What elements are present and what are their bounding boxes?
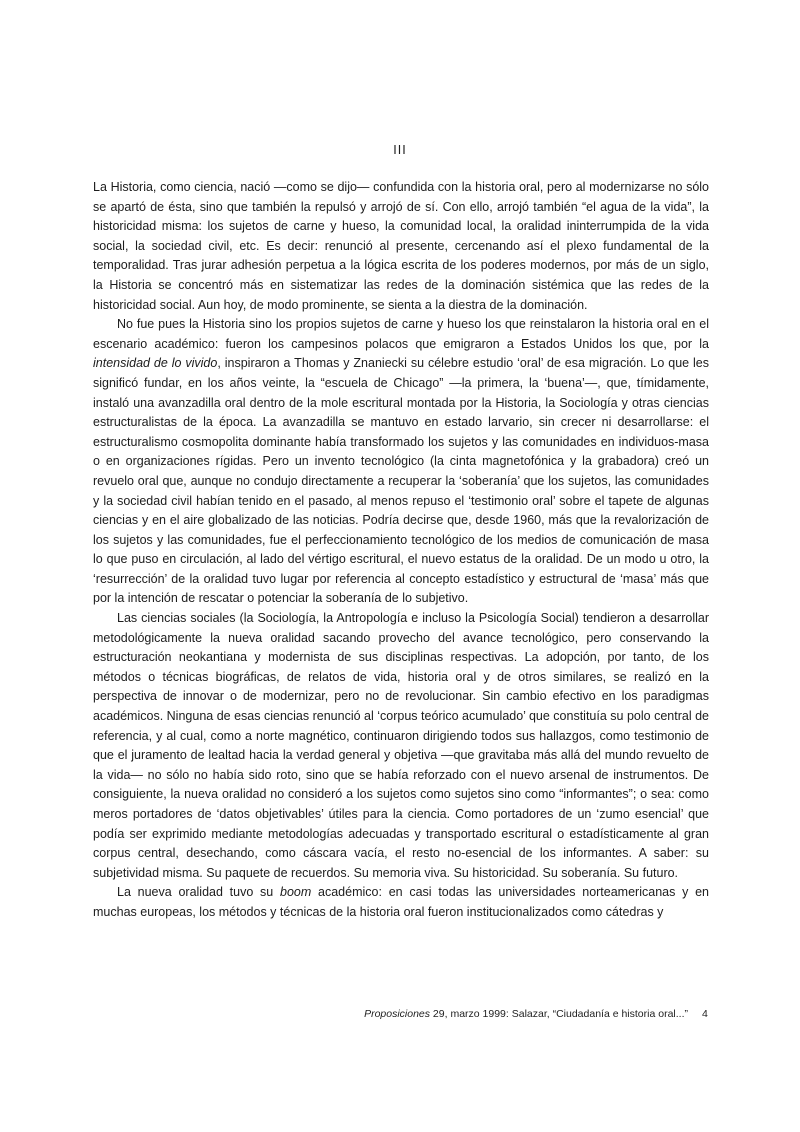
text-segment: La nueva oralidad tuvo su [117,885,280,900]
body-text [93,178,709,923]
text-segment: No fue pues la Historia sino los propios sujetos de carne y hueso los que reinstalaron la historia oral en el escenario académico: fueron los campesinos polacos que emigraron a Estados Unidos los que, por la [93,317,709,351]
italic-text: intensidad de lo vivido [93,356,218,371]
footer-citation-rest: 29, marzo 1999: Salazar, “Ciudadanía e historia oral...” [430,1008,688,1020]
paragraph [93,315,709,609]
footer-citation [364,1008,688,1020]
paragraph [93,609,709,883]
paragraph [93,178,709,315]
text-segment: La Historia, como ciencia, nació —como se dijo— confundida con la historia oral, pero al modernizarse no sólo se apartó de ésta, sino que también la repulsó y arrojó de sí. Con ello, arrojó también “el agua de la vida”, la historicidad misma: los sujetos de carne y hueso, la comunidad local, la oralidad ininterrumpida de la vida social, la sociedad civil, etc. Es decir: renunció al presente, cercenando así el plexo fundamental de la temporalidad. Tras jurar adhesión perpetua a la lógica escrita de los poderes modernos, por más de un siglo, la Historia se concentró más en sistematizar las redes de la dominación sistémica que las redes de la historicidad social. Aun hoy, de modo prominente, se sienta a la diestra de la dominación. [93,180,709,312]
text-segment: , inspiraron a Thomas y Znaniecki su célebre estudio ‘oral’ de esa migración. Lo que les significó fundar, en los años veinte, la “escuela de Chicago” —la primera, la ‘buena’—, que, tímidamente, instaló una avanzadilla oral dentro de la mole escritural montada por la Historia, la Sociología y otras ciencias estructuralistas de la época. La avanzadilla se mantuvo en estado larvario, sin crecer ni desarrollarse: el estructuralismo cosmopolita dominante había transformado los sujetos y las comunidades en individuos-masa o en organizaciones rígidas. Pero un invento tecnológico (la cinta magnetofónica y la grabadora) creó un revuelo oral que, aunque no condujo directamente a recuperar la ‘soberanía’ que los sujetos, las comunidades y la sociedad civil habían tenido en el pasado, al menos repuso el ‘testimonio oral’ sobre el tapete de algunas ciencias y en el aire globalizado de las noticias. Podría decirse que, desde 1960, más que la revalorización de los sujetos y las comunidades, fue el perfeccionamiento tecnológico de los medios de comunicación de masa lo que puso en circulación, al lado del vértigo escritural, el nuevo estatus de la oralidad. De un modo u otro, la ‘resurrección’ de la oralidad tuvo lugar por referencia al concepto estadístico y estructural de ‘masa’ más que por la intención de rescatar o potenciar la soberanía de lo subjetivo. [93,356,710,606]
footer-journal: Proposiciones [364,1008,431,1020]
text-segment: Las ciencias sociales (la Sociología, la Antropología e incluso la Psicología Social) tendieron a desarrollar metodológicamente la nueva oralidad sacando provecho del avance tecnológico, pero conservando la estructuración neokantiana y modernista de sus disciplinas respectivas. La adopción, por tanto, de los métodos o técnicas biográficas, de relatos de vida, historia oral y de otros similares, se realizó en la perspectiva de innovar o de modernizar, pero no de revolucionar. Sin cambio efectivo en los paradigmas académicos. Ninguna de esas ciencias renunció al ‘corpus teórico acumulado’ que constituía su polo central de referencia, y al cual, como a norte magnético, continuaron dirigiendo todos sus hallazgos, como testimonio de que el juramento de lealtad hacia la verdad general y objetiva —que gravitaba más allá del mundo revuelto de la vida— no sólo no había sido roto, sino que se había reforzado con el nuevo arsenal de instrumentos. De consiguiente, la nueva oralidad no consideró a los sujetos como sujetos sino como “informantes”; o sea: como meros portadores de ‘datos objetivables’ útiles para la ciencia. Como portadores de un ‘zumo esencial’ que podía ser exprimido mediante metodologías adecuadas y transportado escritural o estadísticamente al gran corpus central, desechando, como cáscara vacía, el resto no-esencial de los informantes. A saber: su subjetividad misma. Su paquete de recuerdos. Su memoria viva. Su historicidad. Su soberanía. Su futuro. [93,611,709,880]
section-number: III [393,143,407,157]
paragraph [93,883,709,922]
page-number: 4 [702,1008,708,1020]
text-segment: académico: en casi todas las universidades norteamericanas y en muchas europeas, los métodos y técnicas de la historia oral fueron institucionalizados como cátedras y [93,885,709,919]
italic-text: boom [280,885,312,900]
